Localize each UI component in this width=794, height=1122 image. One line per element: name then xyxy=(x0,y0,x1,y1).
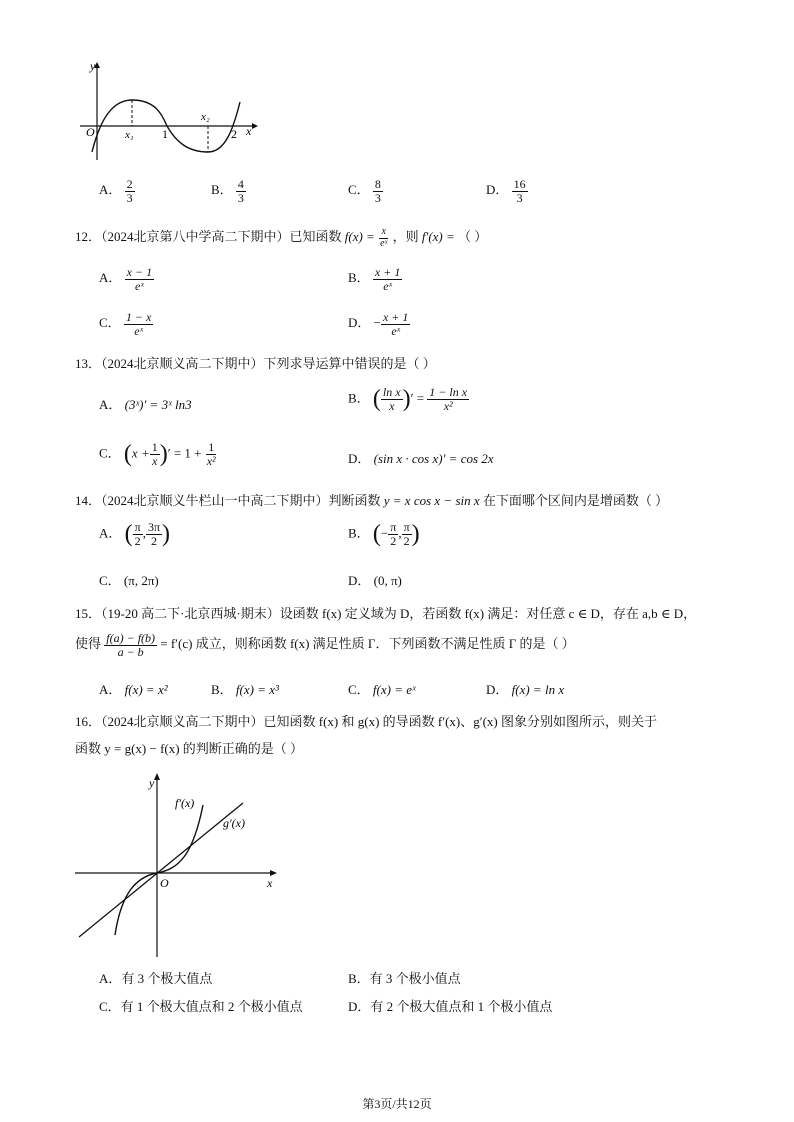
q15-stem-line2: 使得 $\frac{f(a) - f(b)}{a - b}$ = f′(c) 成立，则称函数 f(x) 满足性质 Γ．下列函数不满足性质 Γ 的是（ ） xyxy=(75,631,575,659)
label-x2: x₂ xyxy=(201,111,210,123)
q12-option-b[interactable]: B． $\frac{x + 1}{\text{eˣ}}$ xyxy=(348,265,401,293)
q14-option-b[interactable]: B． (− $\frac{\pi}{2}$ , $\frac{\pi}{2}$ ) xyxy=(348,520,420,548)
x-arrow xyxy=(252,123,258,129)
derivative-graph xyxy=(65,765,285,960)
q11-option-a[interactable]: A． $\frac{2}{3}$ xyxy=(99,177,133,205)
label-x1: x₁ xyxy=(125,129,134,141)
q13-option-d[interactable]: D． (sin x · cos x)′ = cos 2x xyxy=(348,451,494,466)
q16-option-c[interactable]: C．有 1 个极大值点和 2 个极小值点 xyxy=(99,999,303,1014)
label-o: O xyxy=(86,125,95,139)
label-g-prime: g′(x) xyxy=(223,816,245,830)
page-number: 第3页/共12页 xyxy=(362,1097,432,1111)
q13-stem: 13．（2024北京顺义高二下期中）下列求导运算中错误的是（ ） xyxy=(75,356,436,371)
q15-option-d[interactable]: D． f(x) = ln x xyxy=(486,682,565,697)
q11-option-b[interactable]: B． $\frac{4}{3}$ xyxy=(211,177,244,205)
q13-option-a[interactable]: A． (3ˣ)′ = 3ˣ ln3 xyxy=(99,397,192,412)
q13-option-b[interactable]: B． ( $\frac{\text{ln x}}{x}$ )′ = $\frac{\text{1 − ln x}}{\text{x²}}$ xyxy=(348,385,468,413)
label-2: 2 xyxy=(231,127,237,141)
label-o: O xyxy=(160,876,169,890)
q12-option-d[interactable]: D． − $\frac{x + 1}{\text{eˣ}}$ xyxy=(348,310,409,338)
label-1: 1 xyxy=(162,127,168,141)
label-x: x xyxy=(246,124,252,138)
y-arrow xyxy=(154,773,160,780)
q16-option-b[interactable]: B．有 3 个极小值点 xyxy=(348,971,461,986)
q15-option-a[interactable]: A． f(x) = x² xyxy=(99,682,168,697)
q11-option-c[interactable]: C． $\frac{8}{3}$ xyxy=(348,177,381,205)
q14-option-c[interactable]: C． (π, 2π) xyxy=(99,573,159,588)
q16-stem-line2: 函数 y = g(x) − f(x) 的判断正确的是（ ） xyxy=(75,741,304,756)
g-prime-line xyxy=(79,803,243,937)
q12-option-a[interactable]: A． $\frac{x - 1}{\text{eˣ}}$ xyxy=(99,265,153,293)
q11-option-d[interactable]: D． $\frac{16}{3}$ xyxy=(486,177,526,205)
f-prime-curve xyxy=(115,805,203,935)
q13-option-c[interactable]: C． (x + $\frac{1}{x}$ )′ = 1 + $\frac{1}{\text{x²}}$ xyxy=(99,440,216,468)
label-x: x xyxy=(267,876,273,890)
q14-stem: 14．（2024北京顺义牛栏山一中高二下期中）判断函数 y = x cos x − sin x 在下面哪个区间内是增函数（ ） xyxy=(75,493,669,508)
q12-stem: 12．（2024北京第八中学高二下期中）已知函数 f(x) = $\frac{x}{\text{eˣ}}$ ，则 f′(x) = （ ） xyxy=(75,226,488,249)
q14-option-d[interactable]: D． (0, π) xyxy=(348,573,402,588)
label-y: y xyxy=(90,60,96,73)
label-f-prime: f′(x) xyxy=(175,796,195,810)
label-y: y xyxy=(149,776,155,790)
q15-option-c[interactable]: C． f(x) = eˣ xyxy=(348,682,416,697)
cubic-graph xyxy=(70,60,260,165)
q12-option-c[interactable]: C． $\frac{1 - x}{\text{eˣ}}$ xyxy=(99,310,152,338)
q15-option-b[interactable]: B． f(x) = x³ xyxy=(211,682,279,697)
q16-stem-line1: 16．（2024北京顺义高二下期中）已知函数 f(x) 和 g(x) 的导函数 f′(x)、g′(x) 图象分别如图所示，则关于 xyxy=(75,714,657,729)
q15-stem-line1: 15．（19-20 高二下·北京西城·期末）设函数 f(x) 定义域为 D，若函数 f(x) 满足：对任意 c ∈ D，存在 a,b ∈ D， xyxy=(75,606,697,621)
q16-option-a[interactable]: A．有 3 个极大值点 xyxy=(99,971,213,986)
q16-option-d[interactable]: D．有 2 个极大值点和 1 个极小值点 xyxy=(348,999,553,1014)
q14-option-a[interactable]: A． ( $\frac{\pi}{2}$ , $\frac{3\pi}{2}$ ) xyxy=(99,520,171,548)
